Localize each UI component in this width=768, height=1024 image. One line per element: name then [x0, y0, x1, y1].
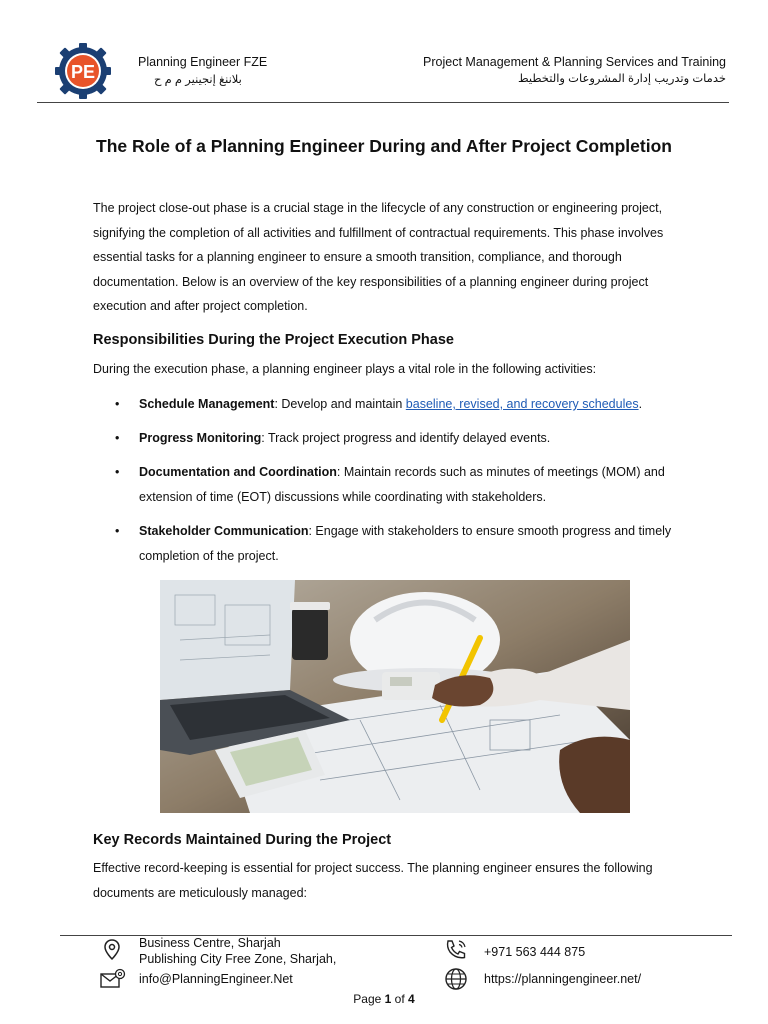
bullet-text: : Track project progress and identify delayed events. — [261, 431, 551, 445]
document-title: The Role of a Planning Engineer During and After Project Completion — [96, 136, 672, 156]
page-of: of — [394, 992, 405, 1006]
address-line-1: Business Centre, Sharjah — [139, 936, 281, 950]
address-line-2: Publishing City Free Zone, Sharjah, — [139, 952, 337, 966]
bullet-text: : Develop and maintain — [274, 397, 406, 411]
globe-icon — [444, 967, 468, 991]
page-prefix: Page — [353, 992, 382, 1006]
list-item — [93, 519, 683, 568]
email-address[interactable]: info@PlanningEngineer.Net — [139, 972, 293, 986]
header-divider — [37, 102, 729, 103]
section-heading-execution: Responsibilities During the Project Execution Phase — [93, 332, 454, 348]
list-item — [93, 392, 683, 417]
bullet-dot: • — [115, 397, 120, 411]
bullet-list — [93, 392, 683, 417]
list-item — [93, 460, 683, 509]
phone-icon — [444, 938, 468, 962]
engineer-desk-photo — [160, 580, 630, 813]
section-heading-records: Key Records Maintained During the Project — [93, 832, 392, 848]
svg-text:PE: PE — [70, 62, 96, 82]
gear-logo-icon — [55, 43, 111, 99]
bullet-dot: • — [115, 431, 120, 445]
company-logo — [54, 42, 112, 100]
page-total: 4 — [408, 992, 415, 1006]
page-number — [0, 992, 768, 1006]
bullet-label: Schedule Management — [139, 397, 275, 411]
bullet-dot: • — [115, 524, 120, 538]
bullet-label: Progress Monitoring — [139, 431, 262, 445]
bullet-list — [93, 519, 683, 568]
intro-paragraph: The project close-out phase is a crucial stage in the lifecycle of any construction or engineering project, signifying the completion of all activities and fulfillment of contractual requirements. This phase involves essential tasks for a planning engineer to ensure a smooth transition, compliance, and thorough documentation. Below is an overview of the key responsibilities of a planning engineer during project execution and after project completion. — [93, 201, 664, 313]
company-tagline-en: Project Management & Planning Services and Training — [423, 55, 726, 69]
website-link[interactable]: https://planningengineer.net/ — [484, 972, 642, 986]
company-name-en: Planning Engineer FZE — [138, 55, 268, 69]
list-item — [93, 426, 683, 451]
bullet-dot: • — [115, 465, 120, 479]
execution-intro-paragraph: During the execution phase, a planning engineer plays a vital role in the following activities: — [93, 362, 597, 376]
company-tagline-ar: خدمات وتدريب إدارة المشروعات والتخطيط — [517, 73, 726, 85]
bullet-list — [93, 426, 683, 451]
bullet-text: : Engage with stakeholders to ensure smooth progress and timely completion of the project. — [139, 524, 672, 563]
bullet-text-end: . — [638, 397, 643, 411]
schedules-link[interactable]: baseline, revised, and recovery schedules — [405, 397, 639, 411]
bullet-label: Stakeholder Communication — [139, 524, 309, 538]
email-icon — [100, 968, 124, 992]
bullet-label: Documentation and Coordination — [139, 465, 337, 479]
page-current: 1 — [384, 992, 392, 1006]
phone-number[interactable]: +971 563 444 875 — [484, 945, 586, 959]
location-pin-icon — [100, 938, 124, 962]
company-name-ar: بلاننغ إنجينير م م ح — [154, 74, 242, 86]
bullet-list — [93, 460, 683, 509]
bullet-text: : Maintain records such as minutes of meetings (MOM) and extension of time (EOT) discussions while coordinating with stakeholders. — [139, 465, 665, 504]
records-intro-paragraph: Effective record-keeping is essential for project success. The planning engineer ensures the following documents are meticulously managed: — [93, 861, 653, 900]
